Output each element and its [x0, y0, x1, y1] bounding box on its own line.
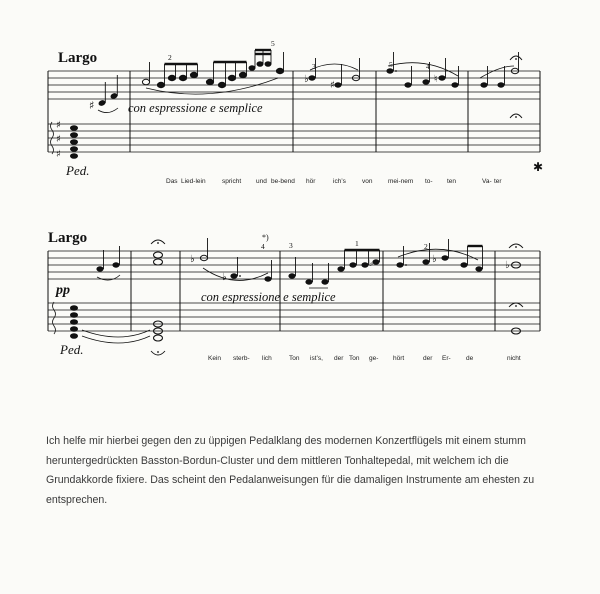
svg-text:♮: ♮	[434, 74, 438, 85]
commentary-paragraph: Ich helfe mir hierbei gegen den zu üppigen Pedalklang des modernen Konzertflügels mit einem stumm heruntergedrückten Basston-Bordun-Cluster und dem mittleren Tonhaltepedal, mit welchem ich die Grundakkorde fixiere. Das scheint den Pedalanweisungen für die damaligen Instrumente am ehesten zu entsprechen.	[46, 435, 535, 506]
svg-text:♭: ♭	[304, 74, 309, 85]
lyric-syllable: mei-nem	[388, 178, 414, 185]
note-head	[288, 273, 295, 278]
lyric-syllable: der	[423, 355, 433, 362]
lyric-syllable: ge-	[369, 355, 379, 362]
lyric-syllable: de	[466, 355, 474, 362]
note-head	[460, 262, 467, 267]
svg-text:♯: ♯	[56, 149, 61, 160]
svg-text:♭: ♭	[432, 254, 437, 265]
pedal-release-mark: ✱	[533, 160, 544, 174]
chord-note	[70, 319, 78, 325]
note-head	[96, 266, 103, 271]
lyric-syllable: spricht	[222, 178, 242, 185]
lyric-syllable: lich	[262, 355, 272, 362]
lyric-syllable: und	[256, 178, 267, 185]
fingering: 5	[389, 60, 393, 69]
svg-text:♭: ♭	[369, 259, 374, 269]
tempo-marking: Largo	[48, 230, 88, 246]
note-head	[349, 262, 356, 267]
fingering: 5	[271, 39, 275, 48]
lyric-syllable: Das	[166, 178, 178, 185]
lyric-syllable: hör	[306, 178, 316, 185]
note-head	[475, 266, 482, 271]
pedal-marking: Ped.	[60, 342, 84, 357]
chord-note	[70, 333, 78, 339]
lyric-syllable: be-bend	[271, 178, 295, 185]
lyric-syllable: hört	[393, 355, 405, 362]
lyric-syllable: sterb-	[233, 355, 250, 362]
note-head	[321, 279, 328, 284]
svg-text:♭: ♭	[222, 272, 227, 283]
note-head	[264, 276, 271, 281]
lyric-syllable: ten	[447, 178, 457, 185]
lyric-syllable: Er-	[442, 355, 451, 362]
fingering: 2	[424, 242, 428, 251]
note-head	[305, 279, 312, 284]
note-head	[441, 255, 448, 260]
lyric-syllable: Ton	[289, 355, 300, 362]
svg-text:♯: ♯	[56, 120, 61, 131]
note-head	[230, 273, 237, 278]
lyric-syllable: Kein	[208, 355, 222, 362]
fingering: 3	[312, 62, 316, 71]
fingering: 3	[289, 241, 293, 250]
fingering: 1	[355, 239, 359, 248]
svg-text:♭: ♭	[190, 254, 195, 265]
fingering: 4	[261, 242, 265, 251]
tempo-marking: Largo	[58, 50, 98, 66]
svg-text:♭: ♭	[505, 260, 510, 271]
lyric-syllable: to-	[425, 178, 433, 185]
svg-text:♯: ♯	[330, 80, 335, 91]
note-head	[372, 259, 379, 264]
lyric-syllable: ter	[494, 178, 502, 185]
note-head	[396, 262, 403, 267]
lyric-syllable: nicht	[507, 355, 521, 362]
dynamic-marking: pp	[56, 283, 70, 298]
lyric-syllable: ist’s,	[310, 355, 323, 362]
fingering: 4	[426, 62, 430, 71]
note-head	[361, 262, 368, 267]
chord-note	[154, 252, 163, 258]
svg-text:♯: ♯	[56, 134, 61, 145]
chord-note	[154, 259, 163, 265]
lyric-syllable: ich’s	[333, 178, 346, 185]
lyric-syllable: von	[362, 178, 373, 185]
lyric-syllable: Ton	[349, 355, 360, 362]
chord-note	[70, 305, 78, 311]
sharp-sign: ♯	[89, 99, 95, 112]
chord-note	[70, 312, 78, 318]
expression-marking: con espressione e semplice	[201, 290, 336, 304]
footnote-mark: *)	[262, 233, 269, 242]
note-head	[112, 262, 119, 267]
pedal-marking: Ped.	[66, 163, 90, 178]
lyric-syllable: Va-	[482, 178, 492, 185]
chord-note	[154, 335, 163, 341]
lyric-syllable: Lied-lein	[181, 178, 206, 185]
note-head	[337, 266, 344, 271]
lyric-syllable: der	[334, 355, 344, 362]
chord-note	[70, 326, 78, 332]
expression-marking: con espressione e semplice	[128, 101, 263, 115]
note-head	[422, 259, 429, 264]
fingering: 2	[168, 53, 172, 62]
